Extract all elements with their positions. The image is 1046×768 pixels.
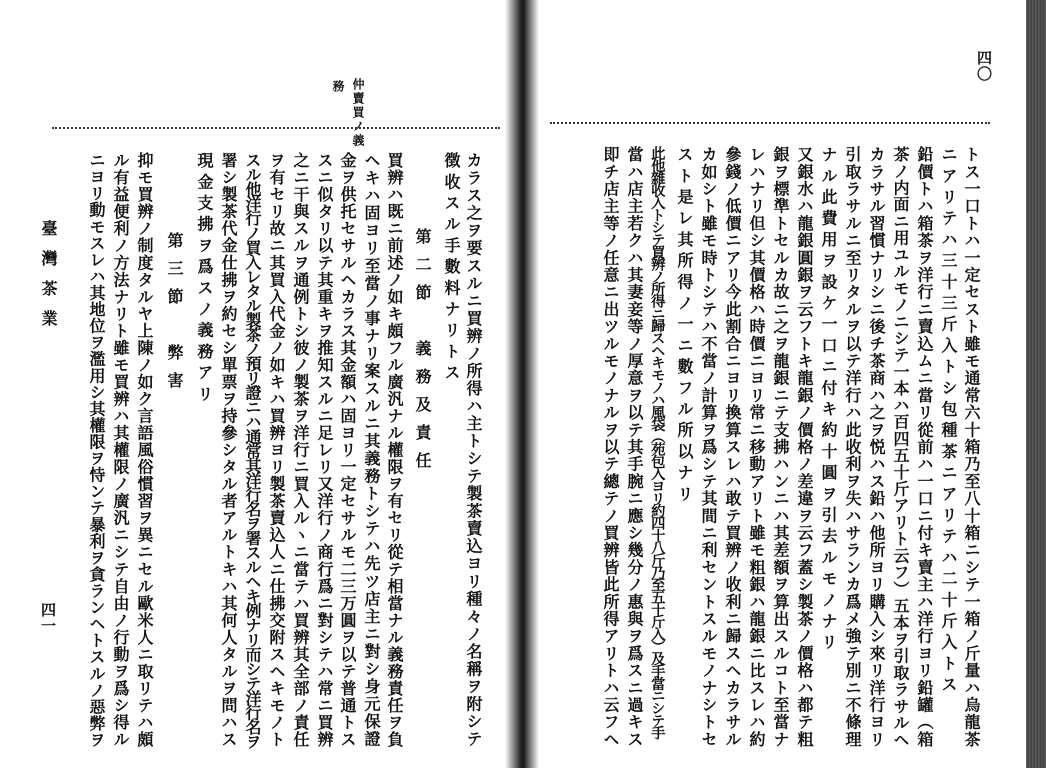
text-column: スニ似タリ以テ其重キヲ推知スルニ足レリ又洋行ノ商行爲ニ對シテハ常ニ買辨 bbox=[315, 152, 334, 748]
running-head-line-2: 務 bbox=[331, 80, 345, 94]
text-column: スト是レ其所得ノ一ニ數フル所以ナリ bbox=[675, 146, 694, 507]
header-rule bbox=[550, 122, 990, 124]
page-number: 四〇 bbox=[975, 50, 993, 82]
text-column: 又銀水ハ龍銀圓銀ヲ云フトキ龍銀ノ價格ノ差違ヲ云フ蓋シ製茶ノ價格ハ都テ粗 bbox=[795, 146, 814, 748]
page-edge bbox=[1026, 0, 1046, 768]
text-column: 引取ラサルニ至リタルヲ以テ洋行ハ此收利ヲ失ハサランカ爲メ強テ別ニ不條理 bbox=[843, 146, 862, 748]
header-rule bbox=[52, 127, 500, 129]
text-column: ル有益便利ノ方法ナリト雖モ買辨ハ其權限ノ廣汎ニシテ自由ノ行動ヲ爲シ得ル bbox=[111, 152, 130, 748]
text-column: 茶ノ内面ニ用ユルモノニシテ一本ハ百四五十斤アリト云フ）五本ヲ引取ラサルヘ bbox=[891, 146, 910, 748]
text-column: 即チ店主等ノ任意ニ出ツルモノナルヲ以テ總テノ買辨皆此所得アリトハ云フヘ bbox=[601, 146, 620, 748]
book-gutter bbox=[505, 0, 539, 768]
text-column: レハナリ但シ其價格ハ時價ニヨリ常ニ移動アリト雖モ粗銀ハ龍銀ニ比スレハ約 bbox=[747, 146, 766, 748]
text-column: ニアリテハ三十三斤入トシ包種茶ニアリテハ二十斤入トス bbox=[939, 146, 958, 698]
text-column: ヲ有セリ故ニ其買入代金ノ如キハ買辨ヨリ製茶賣込人ニ仕拂交附スヘキモノト bbox=[267, 152, 286, 748]
text-column: 買辨ハ既ニ前述ノ如キ頗フル廣汎ナル權限ヲ有セリ從テ相當ナル義務責任ヲ負 bbox=[385, 152, 404, 748]
right-page bbox=[522, 0, 1026, 768]
left-page bbox=[0, 0, 520, 768]
text-column: ナル此費用ヲ設ケ一口ニ付キ約十圓ヲ引去ルモノナリ bbox=[819, 146, 838, 655]
text-column: スル他洋行ノ買入レタル製茶ノ預リ證ニハ通常其洋行名ヲ署スルヘキ例ナリ而シテ洋行名ヲ bbox=[243, 152, 262, 748]
text-column: 之ニ干與スルヲ通例トシ彼ノ製茶ヲ洋行ニ買入ルヽニ當テハ買辨其全部ノ責任 bbox=[291, 152, 310, 748]
section-heading: 第二節 義務及責任 bbox=[413, 228, 432, 480]
book-title-footer: 臺灣茶業 bbox=[39, 220, 58, 340]
running-head-line-1: 仲賣買ノ義 bbox=[351, 78, 365, 148]
text-column: 此他雜收入トシテ買辨ノ所得ニ歸スヘキモノハ風袋（苑包入ヨリ約四十八斤乃至五十斤入）及手當ニシテ手 bbox=[649, 146, 666, 738]
text-column: ヘキハ固ヨリ至當ノ事ナリ案スルニ其義務トシテハ先ツ店主ニ對シ身元保證 bbox=[362, 152, 381, 748]
page-number: 四一 bbox=[39, 602, 57, 634]
text-column: 金ヲ供托セサルヘカラス其金額ハ固ヨリ一定セサルモ二三万圓ヲ以テ普通トス bbox=[338, 152, 357, 748]
text-column: 當ハ店主若クハ其妻妾等ノ厚意ヲ以テ其手腕ニ應シ幾分ノ惠與ヲ爲スニ過キス bbox=[625, 146, 644, 748]
text-column: 鉛價トハ箱茶ヲ洋行ニ賣込ムニ當リ從前ハ一口ニ付キ賣主ハ洋行ヨリ鉛罐（箱 bbox=[915, 146, 934, 748]
section-heading: 第三節 弊害 bbox=[165, 232, 184, 400]
text-column: カラス之ヲ要スルニ買辨ノ所得ハ主トシテ製茶賣込ヨリ種々ノ名稱ヲ附シテ bbox=[464, 152, 483, 748]
text-column: 參錢ノ低價ニアリ今此割合ニヨリ換算スレハ敢テ買辨ノ收利ニ歸スヘカラサル bbox=[723, 146, 742, 748]
text-column: 現金支拂ヲ爲スノ義務アリ bbox=[195, 152, 214, 407]
text-column: 銀ヲ標準トセルカ故ニ之ヲ龍銀ニテ支拂ハンニハ其差額ヲ算出スルコト至當ナ bbox=[771, 146, 790, 748]
text-column: 署シ製茶代金仕拂ヲ約セシ單票ヲ持參シタル者アルトキハ其何人タルヲ問ハス bbox=[219, 152, 238, 748]
text-column: カ如シト雖モ時トシテハ不當ノ計算ヲ爲シテ其間ニ利セントスルモノナシトセ bbox=[699, 146, 718, 748]
text-column: 抑モ買辨ノ制度タルヤ上陳ノ如ク言語風俗慣習ヲ異ニセル歐米人ニ取リテハ頗 bbox=[135, 152, 154, 748]
text-column: ニヨリ動モスレハ其地位ヲ濫用シ其權限ヲ恃ンテ暴利ヲ貪ランヘトスルノ惡弊ヲ bbox=[87, 152, 106, 748]
text-column: 徴收スル手數料ナリトス bbox=[442, 152, 461, 386]
text-column: トス一口トハ一定セスト雖モ通常六十箱乃至八十箱ニシテ一箱ノ斤量ハ烏龍茶 bbox=[962, 146, 981, 748]
text-column: カラサル習慣ナリシニ後チ茶商ハ之ヲ悦ハス鉛ハ他所ヨリ購入シ來リ洋行ヨリ bbox=[867, 146, 886, 748]
